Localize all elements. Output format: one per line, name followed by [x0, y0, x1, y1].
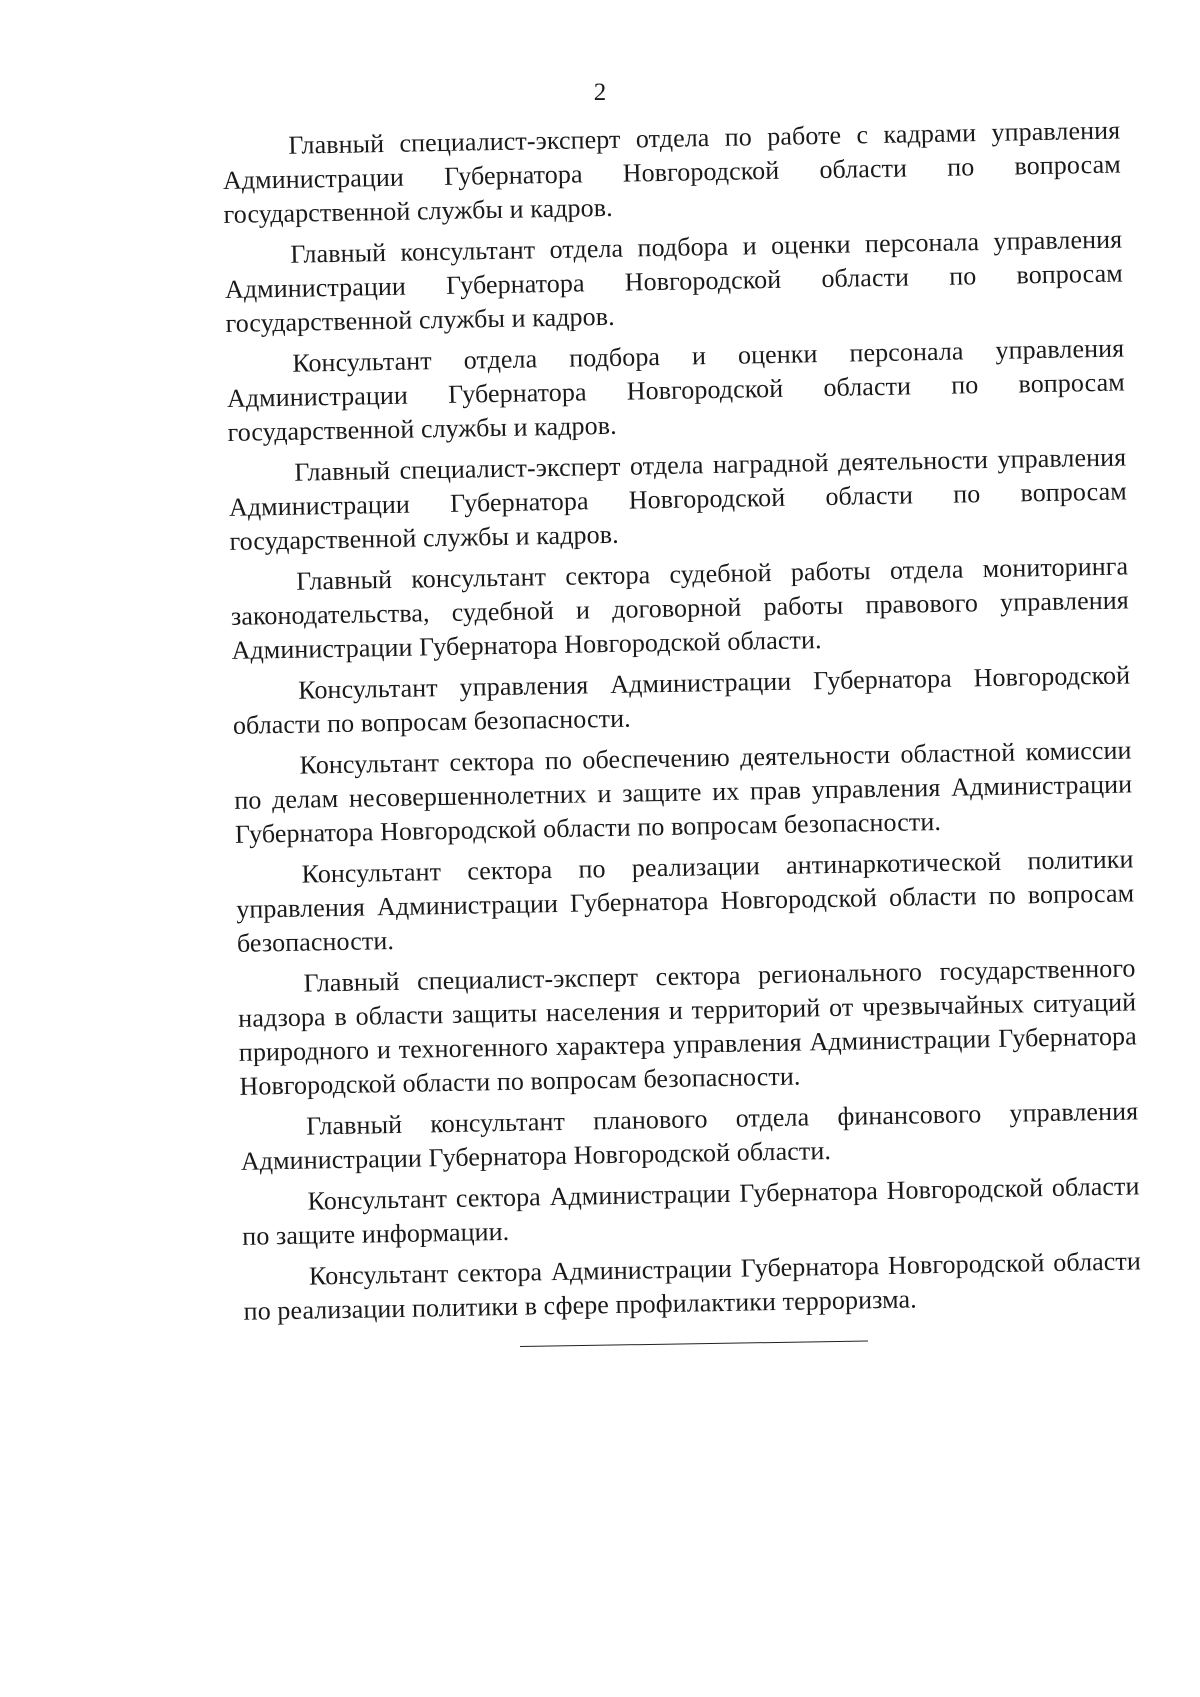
list-item: Главный консультант планового отдела финансового управления Администрации Губернатора Новгородской области. — [240, 1096, 1139, 1176]
list-item: Консультант отдела подбора и оценки персонала управления Администрации Губернатора Новгородской области по вопросам государственной службы и кадров. — [226, 333, 1126, 447]
list-item: Консультант управления Администрации Губернатора Новгородской области по вопросам безопасности. — [232, 660, 1131, 740]
list-item: Главный специалист-эксперт сектора регионального государственного надзора в области защиты населения и территорий от чрезвычайных ситуаций природного и техногенного характера управления Администрации Губернатора Новгородской области по вопросам безопасности. — [238, 953, 1138, 1101]
position-list — [222, 114, 1142, 1336]
page-number: 2 — [593, 79, 607, 106]
list-item: Консультант сектора Администрации Губернатора Новгородской области по реализации политики в сфере профилактики терроризма. — [243, 1246, 1142, 1326]
list-item: Консультант сектора Администрации Губернатора Новгородской области по защите информации. — [242, 1171, 1140, 1251]
list-item: Консультант сектора по реализации антинаркотической политики управления Администрации Губернатора Новгородской области по вопросам безопасности. — [236, 844, 1135, 958]
list-item: Консультант сектора по обеспечению деятельности областной комиссии по делам несовершеннолетних и защите их прав управления Администрации Губернатора Новгородской области по вопросам безопасности. — [234, 735, 1133, 849]
list-item: Главный специалист-эксперт отдела наградной деятельности управления Администрации Губернатора Новгородской области по вопросам государственной службы и кадров. — [228, 442, 1128, 556]
end-divider — [520, 1341, 868, 1347]
list-item: Главный консультант сектора судебной работы отдела мониторинга законодательства, судебной и договорной работы правового управления Администрации Губернатора Новгородской области. — [230, 551, 1130, 665]
list-item: Главный консультант отдела подбора и оценки персонала управления Администрации Губернатора Новгородской области по вопросам государственной службы и кадров. — [224, 224, 1124, 338]
list-item: Главный специалист-эксперт отдела по работе с кадрами управления Администрации Губернатора Новгородской области по вопросам государственной службы и кадров. — [222, 115, 1122, 229]
